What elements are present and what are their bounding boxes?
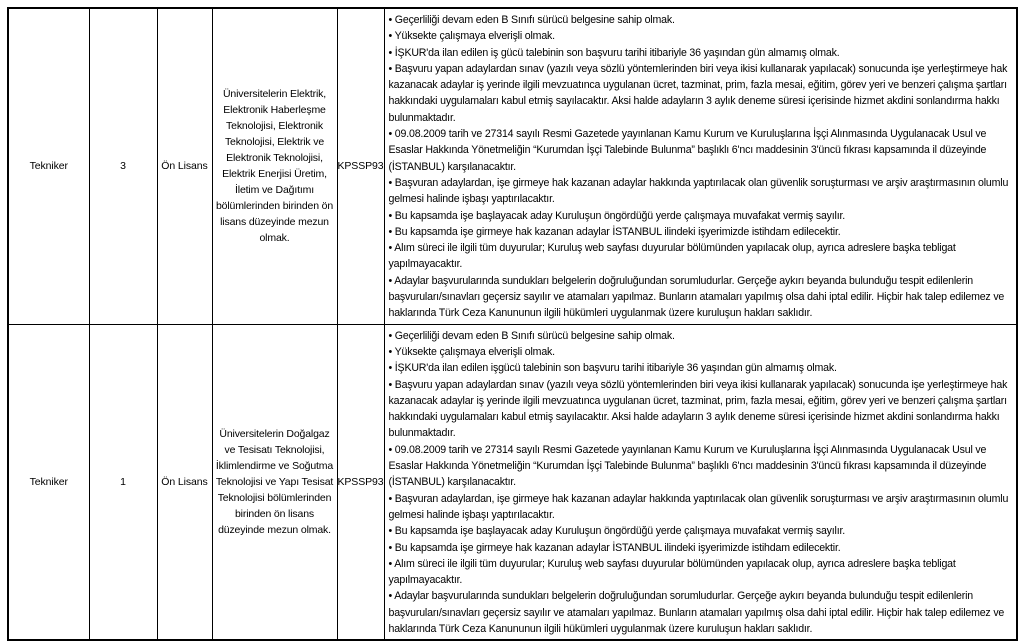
table-row — [8, 324, 1017, 640]
conditions-list — [389, 328, 1012, 638]
exam-code-cell: KPSSP93 — [337, 8, 384, 324]
condition-item: • Başvuru yapan adaylardan sınav (yazılı veya sözlü yöntemlerinden biri veya ikisi kullanarak yapılacak) sonucunda işe yerleştirmeye hak kazanacak adaylar iş yerinde ilgili mevzuatınca uygulanan ücret, tazminat, prim, fazla mesai, eğitim, görev yeri ve benzeri çalışma şartları hakkındaki uygulamaları kabul etmiş sayılacaktır. Aksi halde adayların 3 aylık deneme süresi içerisinde hizmet akdini sonlandırma hakkı bulunmaktadır. — [388, 62, 1008, 124]
condition-item: • 09.08.2009 tarih ve 27314 sayılı Resmi Gazetede yayınlanan Kamu Kurum ve Kuruluşlarına İşçi Alınmasında Uygulanacak Usul ve Esaslar Hakkında Yönetmeliğin “Kurumdan İşçi Talebinde Bulunma” başlıklı 6'ncı maddesinin 3'üncü fıkrası kapsamında il düzeyinde (İSTANBUL) karşılanacaktır. — [388, 128, 987, 173]
condition-item: • Bu kapsamda işe başlayacak aday Kuruluşun öngördüğü yerde çalışmaya muvafakat vermiş sayılır. — [388, 209, 846, 222]
education-requirement-cell: Üniversitelerin Doğalgaz ve Tesisatı Teknolojisi, İklimlendirme ve Soğutma Teknolojisi ve Yapı Tesisat Teknolojisi bölümlerinden birinden ön lisans düzeyinde mezun olmak. — [212, 324, 337, 640]
condition-item: • Alım süreci ile ilgili tüm duyurular; Kuruluş web sayfası duyurular bölümünden yapılacak olup, ayrıca adreslere başka tebligat yapılmayacaktır. — [388, 557, 956, 587]
condition-item: • Yüksekte çalışmaya elverişli olmak. — [388, 345, 555, 358]
table-row — [8, 8, 1017, 324]
conditions-cell — [384, 324, 1017, 640]
position-cell: Tekniker — [8, 8, 89, 324]
condition-item: • 09.08.2009 tarih ve 27314 sayılı Resmi Gazetede yayınlanan Kamu Kurum ve Kuruluşlarına İşçi Alınmasında Uygulanacak Usul ve Esaslar Hakkında Yönetmeliğin “Kurumdan İşçi Talebinde Bulunma” başlıklı 6'ncı maddesinin 3'üncü fıkrası kapsamında il düzeyinde (İSTANBUL) karşılanacaktır. — [388, 443, 987, 489]
education-level-cell: Ön Lisans — [157, 8, 212, 324]
condition-item: • İŞKUR'da ilan edilen işgücü talebinin son başvuru tarihi itibariyle 36 yaşından gün almamış olmak. — [388, 362, 837, 375]
condition-item: • Adaylar başvurularında sundukları belgelerin doğruluğundan sorumludurlar. Gerçeğe aykırı beyanda bulunduğu tespit edilenlerin başvuruları/sınavları geçersiz sayılır ve atamaları yapılmaz. Bunların atamaları yapılmış olsa dahi iptal edilir. Hiçbir hak talep edilemez ve haklarında Türk Ceza Kanununun ilgili hükümleri uygulanmak üzere kuruluşun hakları saklıdır. — [388, 590, 1005, 635]
condition-item: • Yüksekte çalışmaya elverişli olmak. — [388, 30, 555, 43]
condition-item: • Başvuran adaylardan, işe girmeye hak kazanan adaylar hakkında yaptırılacak olan güvenlik soruşturması ve arşiv araştırmasının olumlu gelmesi halinde işbaşı yaptırılacaktır. — [388, 492, 1009, 521]
condition-item: • Bu kapsamda işe girmeye hak kazanan adaylar İSTANBUL ilindeki işyerimizde istihdam edilecektir. — [388, 225, 841, 238]
conditions-cell — [384, 8, 1017, 324]
condition-item: • Başvuru yapan adaylardan sınav (yazılı veya sözlü yöntemlerinden biri veya ikisi kullanarak yapılacak) sonucunda işe yerleştirmeye hak kazanacak adaylar iş yerinde ilgili mevzuatınca uygulanan ücret, tazminat, prim, fazla mesai, eğitim, görev yeri ve benzeri çalışma şartları hakkındaki uygulamaları kabul etmiş sayılacaktır. Aksi halde adayların 3 aylık deneme süresi içerisinde hizmet akdini sonlandırma hakkı bulunmaktadır. — [388, 378, 1008, 440]
conditions-list — [389, 12, 1012, 322]
exam-code-cell: KPSSP93 — [337, 324, 384, 640]
quota-cell: 3 — [89, 8, 157, 324]
condition-item: • Bu kapsamda işe başlayacak aday Kuruluşun öngördüğü yerde çalışmaya muvafakat vermiş sayılır. — [388, 525, 846, 538]
condition-item: • Adaylar başvurularında sundukları belgelerin doğruluğundan sorumludurlar. Gerçeğe aykırı beyanda bulunduğu tespit edilenlerin başvuruları/sınavları geçersiz sayılır ve atamaları yapılmaz. Bunların atamaları yapılmış olsa dahi iptal edilir. Hiçbir hak talep edilemez ve haklarında Türk Ceza Kanununun ilgili hükümleri uygulanmak üzere kuruluşun hakları saklıdır. — [388, 274, 1005, 320]
position-cell: Tekniker — [8, 324, 89, 640]
condition-item: • Geçerliliği devam eden B Sınıfı sürücü belgesine sahip olmak. — [388, 329, 675, 342]
condition-item: • Başvuran adaylardan, işe girmeye hak kazanan adaylar hakkında yaptırılacak olan güvenlik soruşturması ve arşiv araştırmasının olumlu gelmesi halinde işbaşı yaptırılacaktır. — [388, 176, 1009, 206]
condition-item: • Bu kapsamda işe girmeye hak kazanan adaylar İSTANBUL ilindeki işyerimizde istihdam edilecektir. — [388, 541, 841, 554]
education-level-cell: Ön Lisans — [157, 324, 212, 640]
quota-cell: 1 — [89, 324, 157, 640]
job-table — [7, 7, 1018, 641]
document-sheet — [7, 7, 1018, 635]
condition-item: • İŞKUR'da ilan edilen iş gücü talebinin son başvuru tarihi itibariyle 36 yaşından gün almamış olmak. — [388, 46, 840, 59]
condition-item: • Geçerliliği devam eden B Sınıfı sürücü belgesine sahip olmak. — [388, 14, 675, 26]
condition-item: • Alım süreci ile ilgili tüm duyurular; Kuruluş web sayfası duyurular bölümünden yapılacak olup, ayrıca adreslere başka tebligat yapılmayacaktır. — [388, 242, 956, 271]
education-requirement-cell: Üniversitelerin Elektrik, Elektronik Haberleşme Teknolojisi, Elektronik Teknolojisi, Elektrik ve Elektronik Teknolojisi, Elektrik Enerjisi Üretim, İletim ve Dağıtımı bölümlerinden birinden ön lisans düzeyinde mezun olmak. — [212, 8, 337, 324]
